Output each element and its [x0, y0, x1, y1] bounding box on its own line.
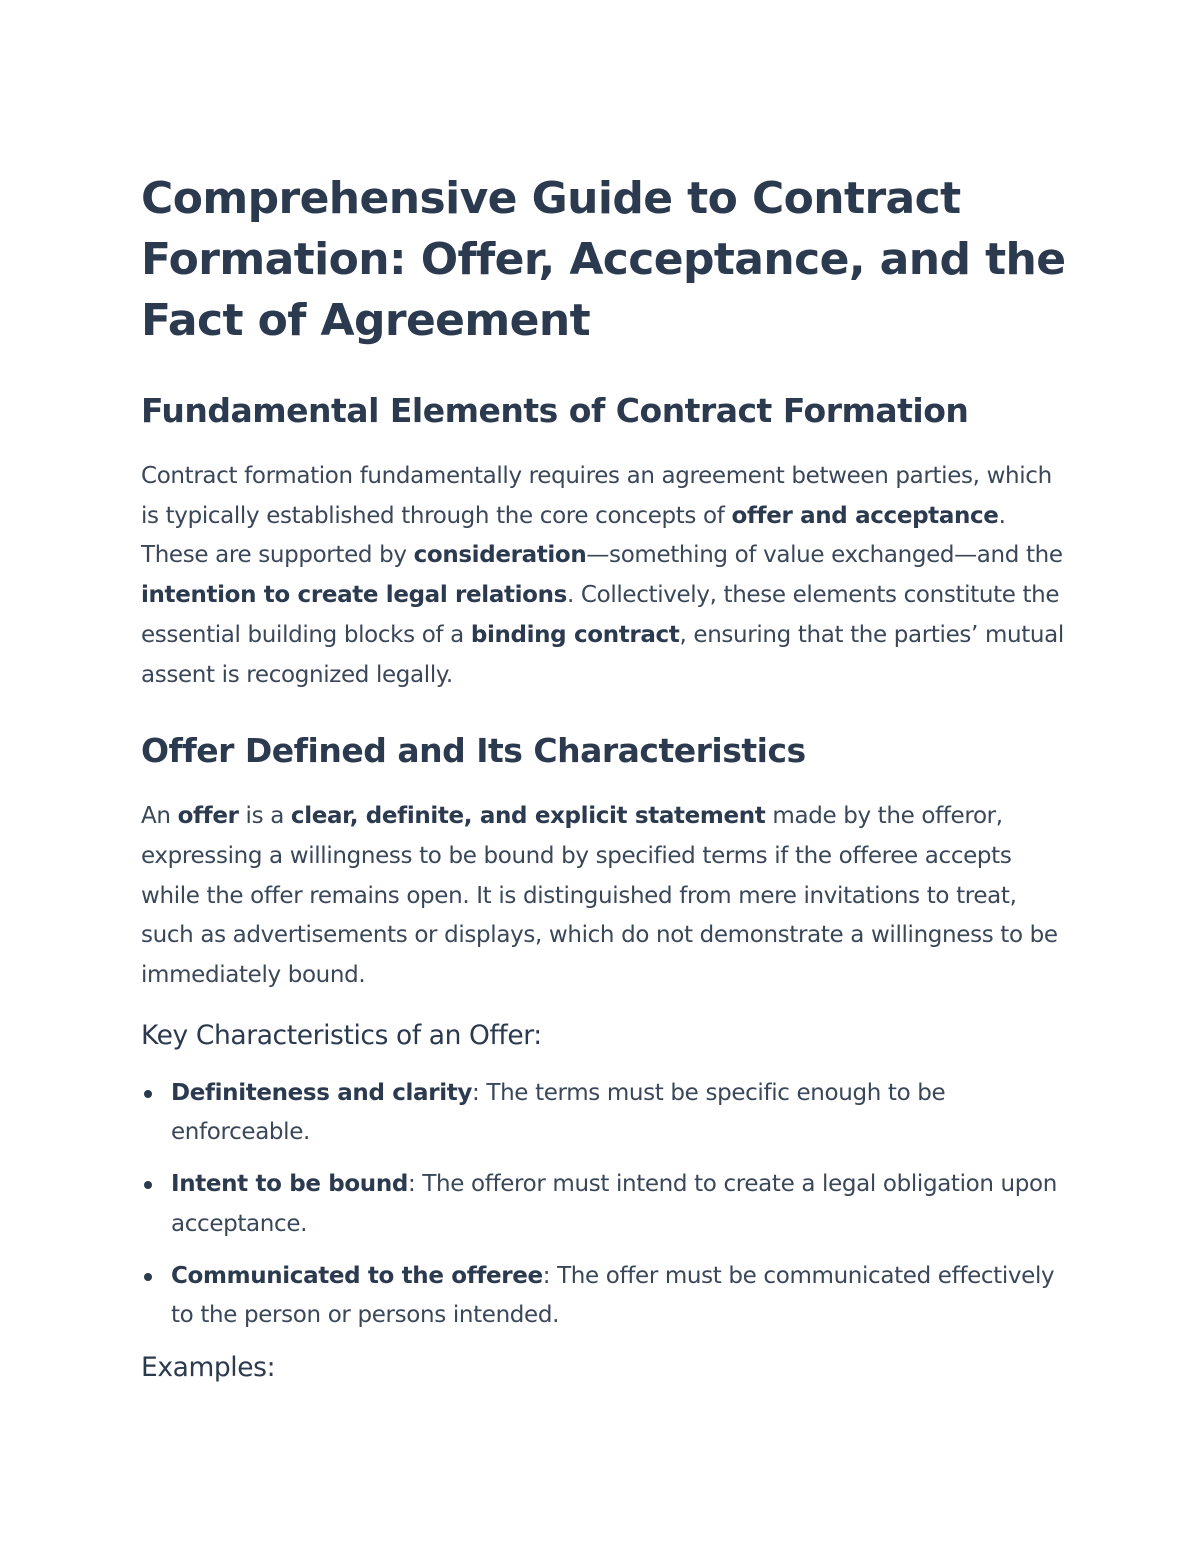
bold-term-binding-contract: binding contract [470, 621, 680, 648]
bold-term-intention: intention to create legal relations [141, 582, 567, 609]
paragraph-fundamental-elements [141, 457, 1071, 695]
bullet-text: : The offeror must intend to create a legal obligation upon acceptance. [171, 1171, 1057, 1237]
bullet-icon [144, 1181, 152, 1189]
text-run: made by the offeror, expressing a willingness to be bound by specified terms if the offeree accepts while the offer remains open. It is distinguished from mere invitations to treat, such as advertisements or displays, which do not demonstrate a willingness to be immediately bound. [141, 803, 1058, 989]
list-item [141, 1257, 1071, 1336]
document-title: Comprehensive Guide to Contract Formation: Offer, Acceptance, and the Fact of Agreement [141, 173, 1066, 346]
text-run: is a [238, 803, 291, 830]
paragraph-offer-defined [141, 797, 1071, 996]
text-run: . Collectively, these elements constitute the essential building blocks of a [141, 582, 1060, 648]
bullet-term: Definiteness and clarity [171, 1079, 473, 1106]
text-run: Contract formation fundamentally requires an agreement between parties, which is typically established through the core concepts of [141, 463, 1052, 529]
text-run: An [141, 803, 178, 830]
list-item [141, 1074, 1071, 1153]
bullet-term: Communicated to the offeree [171, 1262, 543, 1289]
subheading-key-characteristics: Key Characteristics of an Offer: [141, 1019, 542, 1051]
characteristics-list [141, 1074, 1071, 1336]
text-run: . These are supported by [141, 502, 1006, 569]
bullet-icon [144, 1090, 152, 1098]
bold-term-consideration: consideration [413, 542, 587, 569]
bold-term-offer-and-acceptance: offer and acceptance [731, 502, 999, 529]
subheading-examples: Examples: [141, 1351, 276, 1383]
section-heading-fundamental-elements: Fundamental Elements of Contract Formation [141, 391, 969, 430]
document-page [141, 168, 1071, 1388]
bullet-text: : The offer must be communicated effectively to the person or persons intended. [171, 1262, 1055, 1329]
bold-term-clear-statement: clear, definite, and explicit statement [290, 803, 766, 830]
bold-term-offer: offer [177, 803, 239, 830]
bullet-term: Intent to be bound [171, 1171, 408, 1198]
section-heading-offer-defined: Offer Defined and Its Characteristics [141, 731, 806, 771]
bullet-text: : The terms must be specific enough to be enforceable. [171, 1079, 946, 1146]
text-run: , ensuring that the parties’ mutual assent is recognized legally. [141, 621, 1064, 688]
list-item [141, 1165, 1071, 1244]
bullet-icon [144, 1273, 152, 1281]
text-run: —something of value exchanged—and the [586, 542, 1063, 569]
